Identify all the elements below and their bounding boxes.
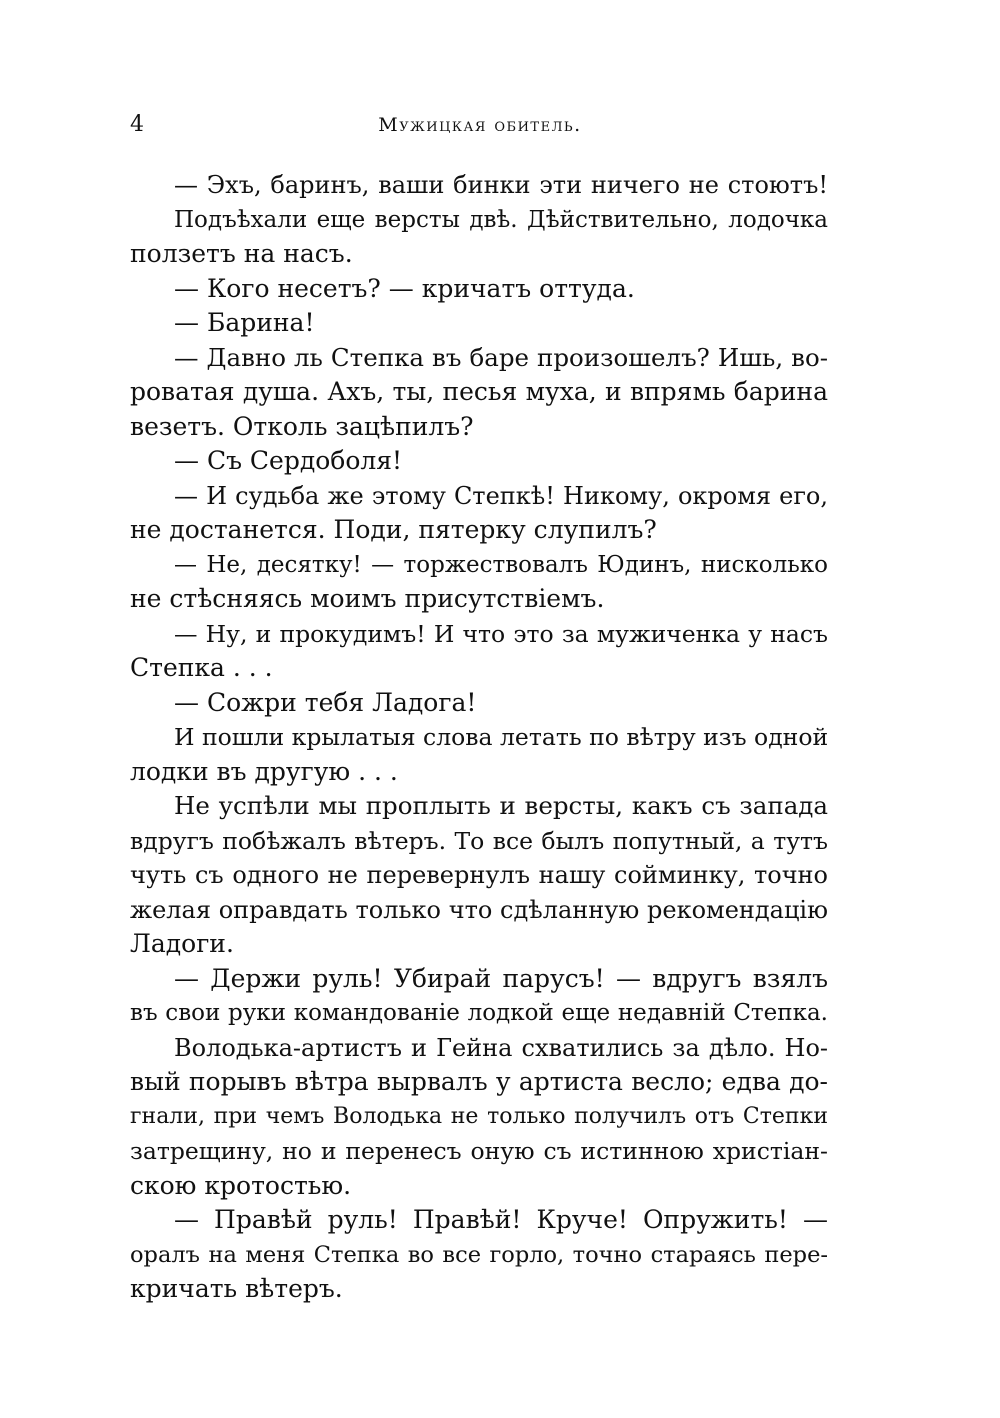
- text-line: — Держи руль! Убирай парусъ! — вдругъ взялъ: [174, 963, 828, 993]
- body-text: [130, 168, 828, 1307]
- text-line: затрещину, но и перенесъ оную съ истинною христіан-: [130, 1137, 828, 1165]
- text-line: — И судьба же этому Степкѣ! Никому, окромя его,: [174, 481, 828, 510]
- text-line: роватая душа. Ахъ, ты, песья муха, и впрямь барина: [130, 377, 828, 406]
- text-line: Володька-артистъ и Гейна схватились за дѣло. Но-: [174, 1033, 828, 1062]
- text-line: вый порывъ вѣтра вырвалъ у артиста весло; едва до-: [130, 1067, 828, 1096]
- text-line: ползетъ на насъ.: [130, 239, 353, 268]
- text-line: И пошли крылатыя слова летать по вѣтру изъ одной: [174, 723, 829, 751]
- text-line: — Съ Сердоболя!: [174, 446, 403, 475]
- text-line: везетъ. Отколь зацѣпилъ?: [130, 411, 474, 441]
- text-line: лодки въ другую . . .: [130, 756, 398, 786]
- text-line: — Кого несетъ? — кричатъ оттуда.: [174, 273, 635, 303]
- text-line: Не успѣли мы проплыть и версты, какъ съ запада: [174, 791, 828, 820]
- text-line: не достанется. Поди, пятерку слупилъ?: [130, 515, 657, 544]
- text-line: — Барина!: [174, 308, 315, 337]
- text-line: гнали, при чемъ Володька не только получилъ отъ Степки: [130, 1103, 828, 1129]
- text-line: — Правѣй руль! Правѣй! Круче! Опружить! —: [174, 1205, 828, 1234]
- text-line: не стѣсняясь моимъ присутствіемъ.: [130, 584, 605, 613]
- running-title: Мужицкая обитель.: [378, 114, 582, 136]
- text-line: оралъ на меня Степка во все горло, точно стараясь пере-: [130, 1241, 828, 1268]
- text-line: Подъѣхали еще версты двѣ. Дѣйствительно, лодочка: [174, 206, 828, 233]
- text-line: — Эхъ, баринъ, ваши бинки эти ничего не стоютъ!: [174, 171, 828, 199]
- text-line: вдругъ побѣжалъ вѣтеръ. То все былъ попутный, а тутъ: [130, 826, 828, 855]
- text-line: скою кротостью.: [130, 1170, 352, 1200]
- page-number: 4: [130, 112, 144, 137]
- text-line: Ладоги.: [130, 929, 234, 958]
- text-line: кричать вѣтеръ.: [130, 1274, 343, 1303]
- text-line: — Ну, и прокудимъ! И что это за мужиченка у насъ: [174, 619, 828, 648]
- text-line: — Сожри тебя Ладога!: [174, 687, 477, 717]
- text-line: въ свои руки командованіе лодкой еще недавній Степка.: [130, 1000, 828, 1026]
- text-line: Степка . . .: [130, 653, 273, 682]
- text-line: желая оправдать только что сдѣланную рекомендацію: [130, 895, 828, 924]
- page-header: [130, 112, 830, 142]
- text-line: чуть съ одного не перевернулъ нашу сойминку, точно: [130, 861, 828, 889]
- text-line: — Не, десятку! — торжествовалъ Юдинъ, нисколько: [174, 551, 828, 578]
- text-line: — Давно ль Степка въ баре произошелъ? Ишь, во-: [174, 342, 828, 372]
